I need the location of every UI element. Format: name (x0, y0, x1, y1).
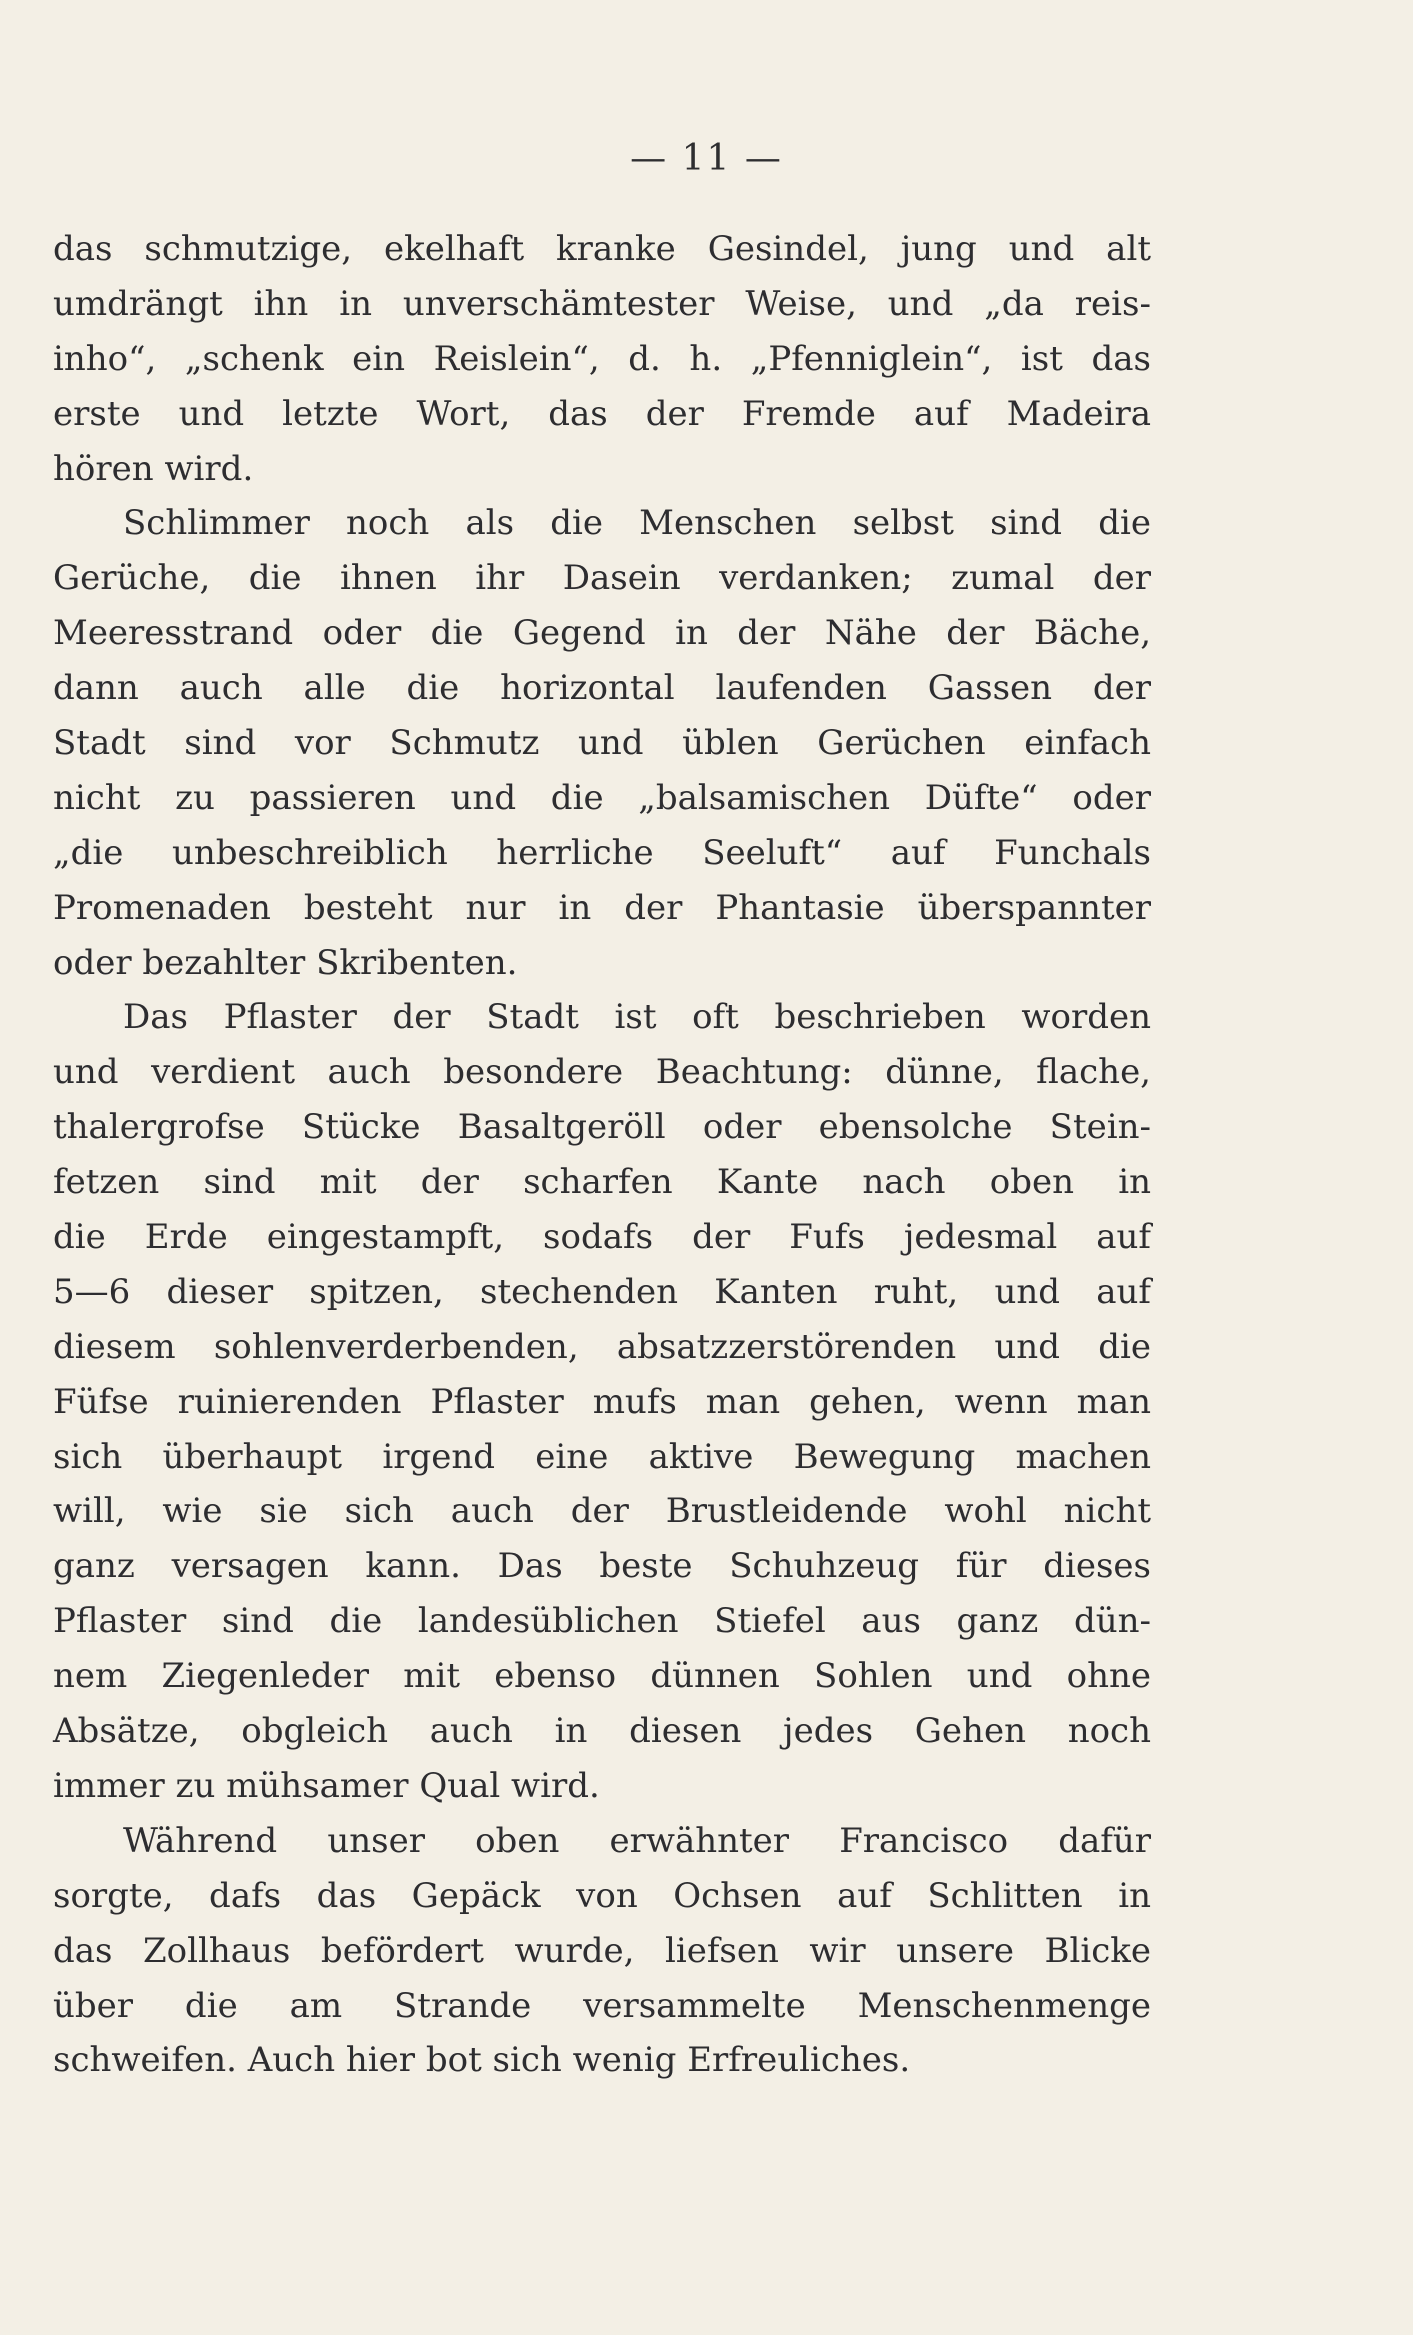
text-line: Gerüche, die ihnen ihr Dasein verdanken; zumal der (53, 558, 1151, 599)
text-line: dann auch alle die horizontal laufenden Gassen der (53, 668, 1151, 709)
text-line: immer zu mühsamer Qual wird. (53, 1765, 600, 1806)
text-line: Promenaden besteht nur in der Phantasie überspannter (53, 887, 1151, 928)
text-line: Das Pflaster der Stadt ist oft beschrieben worden (123, 997, 1151, 1038)
text-line: nem Ziegenleder mit ebenso dünnen Sohlen und ohne (53, 1656, 1151, 1697)
text-line: 5—6 dieser spitzen, stechenden Kanten ruht, und auf (53, 1271, 1151, 1312)
text-line: sorgte, dafs das Gepäck von Ochsen auf Schlitten in (53, 1875, 1151, 1916)
text-line: das Zollhaus befördert wurde, liefsen wir unsere Blicke (53, 1930, 1151, 1971)
text-line: Absätze, obgleich auch in diesen jedes Gehen noch (53, 1711, 1151, 1752)
body-text (53, 222, 1151, 2088)
text-line: Schlimmer noch als die Menschen selbst sind die (123, 503, 1151, 544)
text-line: thalergrofse Stücke Basaltgeröll oder ebensolche Stein- (53, 1107, 1151, 1148)
paragraph (53, 222, 1151, 496)
text-line: hören wird. (53, 448, 254, 489)
text-line: die Erde eingestampft, sodafs der Fufs jedesmal auf (53, 1217, 1151, 1258)
text-line: das schmutzige, ekelhaft kranke Gesindel, jung und alt (53, 229, 1151, 269)
text-line: Pflaster sind die landesüblichen Stiefel aus ganz dün- (53, 1601, 1151, 1642)
text-line: ganz versagen kann. Das beste Schuhzeug für dieses (53, 1546, 1151, 1587)
text-line: oder bezahlter Skribenten. (53, 942, 518, 983)
text-line: Füfse ruinierenden Pflaster mufs man gehen, wenn man (53, 1381, 1151, 1422)
page-number: — 11 — (630, 138, 783, 179)
text-line: erste und letzte Wort, das der Fremde auf Madeira (53, 393, 1151, 434)
text-line: will, wie sie sich auch der Brustleidende wohl nicht (53, 1491, 1151, 1532)
text-line: nicht zu passieren und die „balsamischen Düfte“ oder (53, 777, 1151, 818)
paragraph (53, 1814, 1151, 2088)
text-line: Meeresstrand oder die Gegend in der Nähe der Bäche, (53, 613, 1151, 654)
paragraph (53, 496, 1151, 990)
text-line: Während unser oben erwähnter Francisco dafür (123, 1820, 1151, 1861)
text-line: inho“, „schenk ein Reislein“, d. h. „Pfenniglein“, ist das (53, 338, 1151, 379)
text-line: „die unbeschreiblich herrliche Seeluft“ auf Funchals (53, 832, 1151, 873)
text-line: schweifen. Auch hier bot sich wenig Erfreuliches. (53, 2040, 911, 2081)
text-line: fetzen sind mit der scharfen Kante nach oben in (53, 1162, 1151, 1203)
text-line: und verdient auch besondere Beachtung: dünne, flache, (53, 1052, 1151, 1093)
paragraph (53, 990, 1151, 1813)
text-line: sich überhaupt irgend eine aktive Bewegung machen (53, 1436, 1151, 1477)
text-line: über die am Strande versammelte Menschenmenge (53, 1985, 1151, 2026)
text-line: umdrängt ihn in unverschämtester Weise, und „da reis- (53, 283, 1151, 324)
text-line: Stadt sind vor Schmutz und üblen Gerüchen einfach (53, 723, 1151, 764)
text-line: diesem sohlenverderbenden, absatzzerstörenden und die (53, 1326, 1151, 1367)
